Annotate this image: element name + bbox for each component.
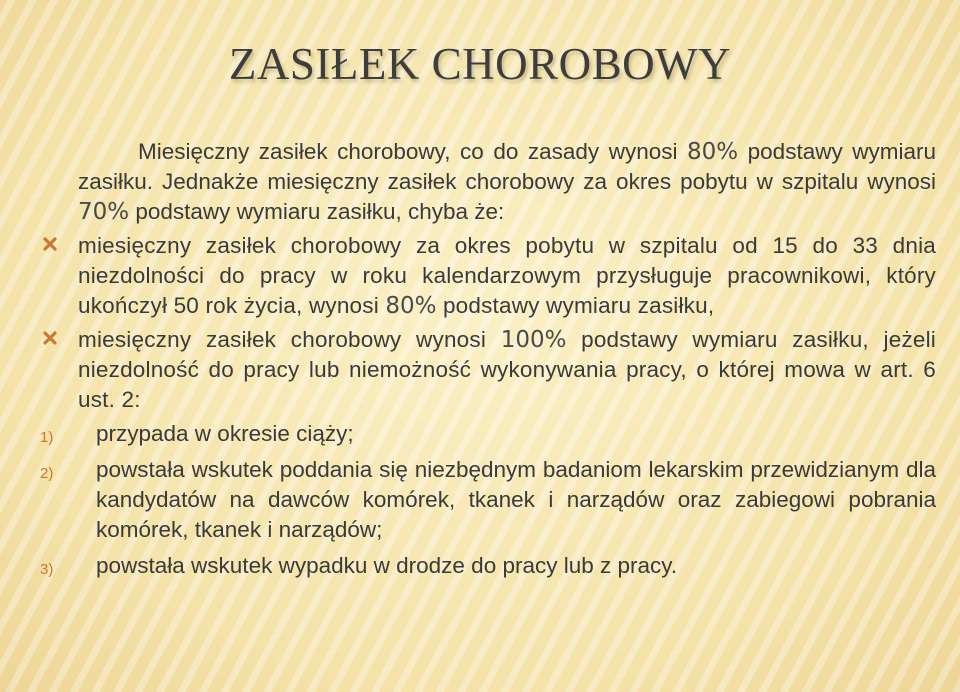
intro-percent-70: 70% [78,199,130,225]
numbered-text: przypada w okresie ciąży; [96,421,354,446]
bullet-item [78,325,936,415]
numbered-marker: 1) [40,429,54,446]
numbered-item [40,551,936,581]
numbered-marker: 3) [40,561,54,578]
intro-text-1: Miesięczny zasiłek chorobowy, co do zasady wynosi [138,139,687,164]
numbered-item [40,455,936,545]
bullet-text: podstawy wymiaru zasiłku, [436,293,715,318]
bullet-percent: 100% [500,327,567,353]
intro-paragraph [78,137,936,227]
intro-percent-80: 80% [687,139,739,165]
numbered-text: powstała wskutek poddania się niezbędnym badaniom lekarskim przewidzianym dla kandydatów na dawców komórek, tkanek i narządów oraz zabiegowi pobrania komórek, tkanek i narządów; [96,457,936,542]
cross-bullet-icon [42,330,58,346]
bullet-text: miesięczny zasiłek chorobowy wynosi [78,327,501,352]
intro-text-3: podstawy wymiaru zasiłku, chyba że: [129,199,505,224]
cross-bullet-icon [42,236,58,252]
bullet-text: miesięczny zasiłek chorobowy za okres pobytu w szpitalu od 15 do 33 dnia niezdolności do pracy w roku kalendarzowym przysługuje pracownikowi, który ukończył 50 rok życia, wynosi [78,233,936,318]
slide-title: ZASIŁEK CHOROBOWY [228,39,732,89]
intro-text-2: podstawy wymiaru zasiłku. Jednakże miesięczny zasiłek chorobowy za okres pobytu w szpitalu wynosi [78,139,936,194]
numbered-item [40,419,936,449]
slide-content [40,137,937,587]
numbered-text: powstała wskutek wypadku w drodze do pracy lub z pracy. [96,553,678,578]
bullet-percent: 80% [385,293,437,319]
numbered-marker: 2) [40,465,54,482]
bullet-text: podstawy wymiaru zasiłku, jeżeli niezdolność do pracy lub niemożność wykonywania pracy, o której mowa w art. 6 ust. 2: [78,327,937,412]
bullet-item [78,231,936,321]
